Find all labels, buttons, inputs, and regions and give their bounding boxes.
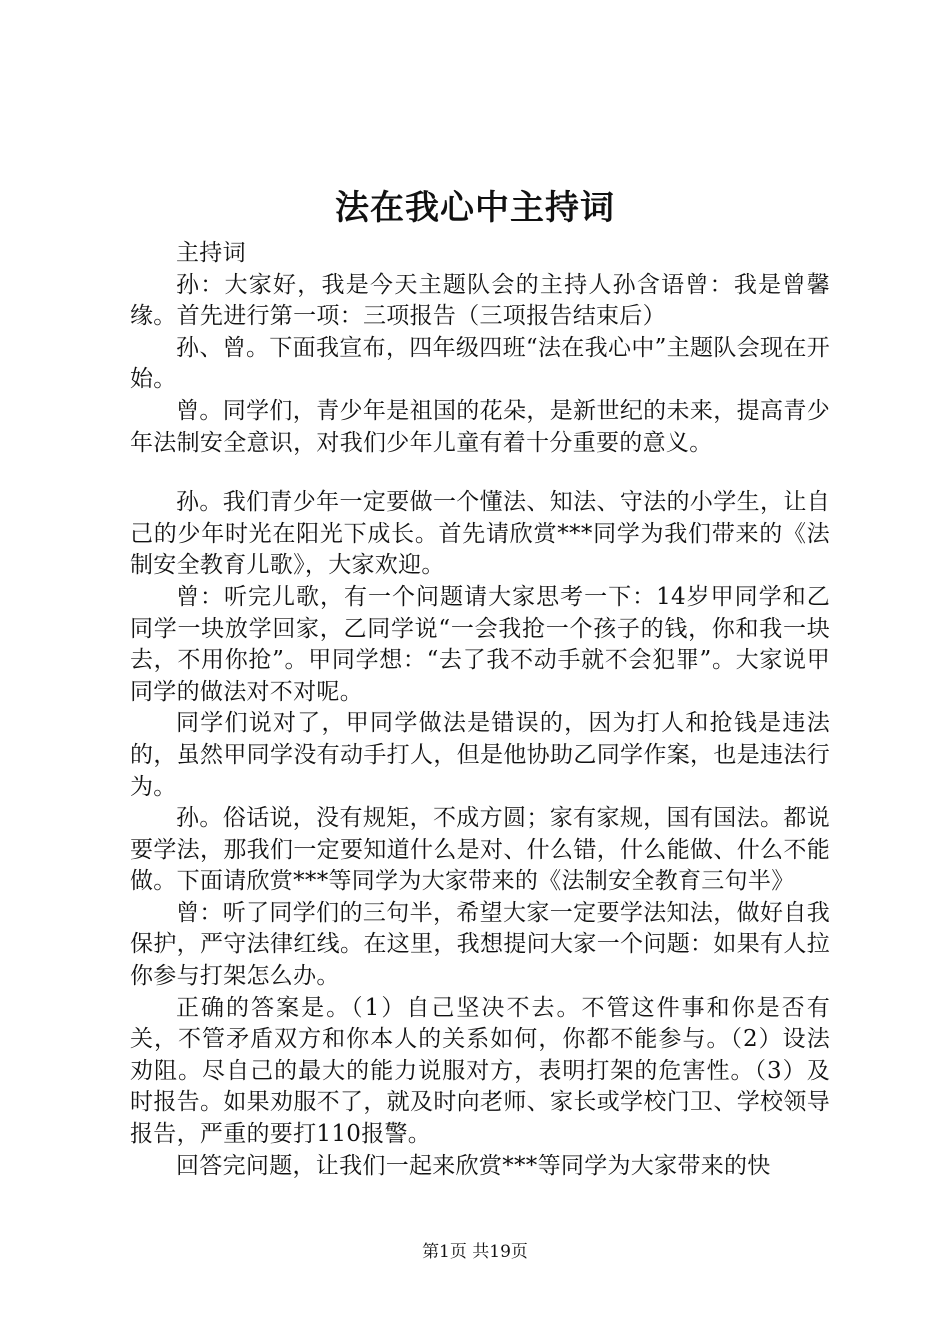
paragraph: 曾：听完儿歌，有一个问题请大家思考一下：14岁甲同学和乙同学一块放学回家，乙同学说“一会我抢一个孩子的钱，你和我一块去，不用你抢”。甲同学想：“去了我不动手就不会犯罪”。大家说甲同学的做法对不对呢。 bbox=[130, 583, 830, 705]
paragraph-spacer bbox=[130, 459, 830, 487]
paragraph: 孙、曾。下面我宣布，四年级四班“法在我心中”主题队会现在开始。 bbox=[130, 334, 830, 393]
paragraph: 曾。同学们，青少年是祖国的花朵，是新世纪的未来，提高青少年法制安全意识，对我们少年儿童有着十分重要的意义。 bbox=[130, 397, 830, 456]
paragraph-heading: 主持词 bbox=[176, 240, 246, 266]
document-body bbox=[130, 238, 830, 1182]
paragraph: 孙。俗话说，没有规矩，不成方圆；家有家规，国有国法。都说要学法，那我们一定要知道什么是对、什么错，什么能做、什么不能做。下面请欣赏***等同学为大家带来的《法制安全教育三句半》 bbox=[130, 805, 830, 895]
paragraph: 孙：大家好，我是今天主题队会的主持人孙含语曾：我是曾馨缘。首先进行第一项：三项报告（三项报告结束后） bbox=[130, 271, 830, 330]
paragraph: 回答完问题，让我们一起来欣赏***等同学为大家带来的快 bbox=[176, 1152, 771, 1179]
page-number-footer: 第1页 共19页 bbox=[422, 1242, 528, 1262]
paragraph: 孙。我们青少年一定要做一个懂法、知法、守法的小学生，让自己的少年时光在阳光下成长。首先请欣赏***同学为我们带来的《法制安全教育儿歌》，大家欢迎。 bbox=[130, 489, 830, 579]
paragraph: 同学们说对了，甲同学做法是错误的，因为打人和抢钱是违法的，虽然甲同学没有动手打人，但是他协助乙同学作案，也是违法行为。 bbox=[130, 710, 830, 800]
document-title: 法在我心中主持词 bbox=[335, 188, 615, 228]
paragraph: 正确的答案是。（1）自己坚决不去。不管这件事和你是否有关，不管矛盾双方和你本人的关系如何，你都不能参与。（2）设法劝阻。尽自己的最大的能力说服对方，表明打架的危害性。（3）及时报告。如果劝服不了，就及时向老师、家长或学校门卫、学校领导报告，严重的要打110报警。 bbox=[130, 994, 830, 1148]
paragraph: 曾：听了同学们的三句半，希望大家一定要学法知法，做好自我保护，严守法律红线。在这里，我想提问大家一个问题：如果有人拉你参与打架怎么办。 bbox=[130, 899, 830, 990]
